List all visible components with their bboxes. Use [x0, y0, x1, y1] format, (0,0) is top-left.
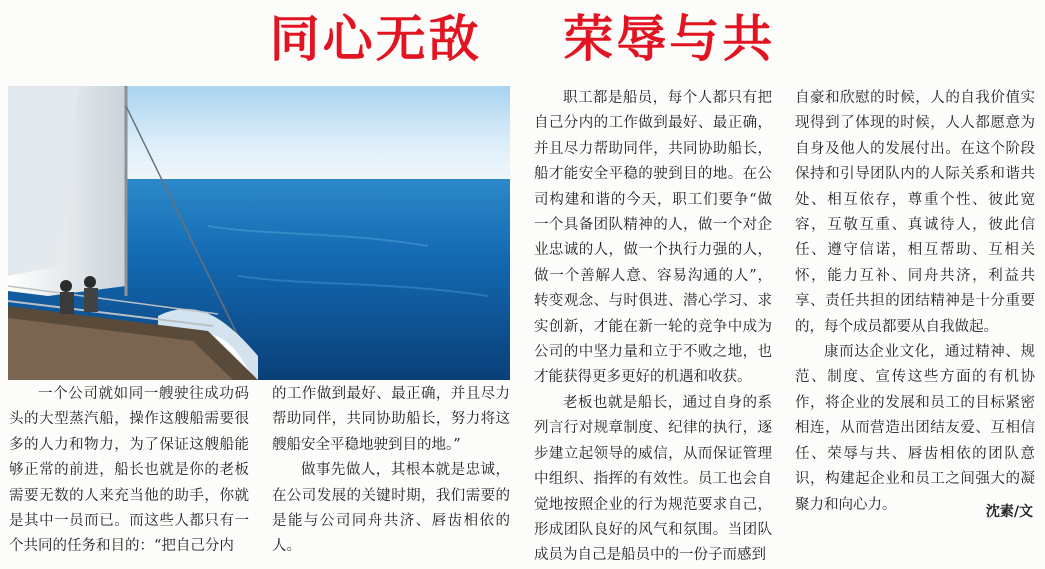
article-column-1	[9, 382, 249, 560]
article-paragraph: 职工都是船员，每个人都只有把自己分内的工作做到最好、最正确，并且尽力帮助同伴，共同协助船长，船才能安全平稳的驶到目的地。在公司构建和谐的今天，职工们要争“做一个具备团队精神的人，做一个对企业忠诚的人，做一个执行力强的人，做一个善解人意、容易沟通的人”，转变观念、与时俱进、潜心学习、求实创新，才能在新一轮的竞争中成为公司的中坚力量和立于不败之地，也才能获得更多更好的机遇和收获。	[534, 90, 772, 386]
article-paragraph: 康而达企业文化，通过精神、规范、制度、宣传这些方面的有机协作，将企业的发展和员工的目标紧密相连，从而营造出团结友爱、互相信任、荣辱与共、唇齿相依的团队意识，构建起企业和员工之间强大的凝聚力和向心力。	[795, 344, 1035, 513]
sailboat-ocean-photo	[8, 86, 510, 380]
article-column-2	[272, 382, 510, 560]
article-paragraph: 自豪和欣慰的时候，人的自我价值实现得到了体现的时候，人人都愿意为自身及他人的发展付出。在这个阶段保持和引导团队内的人际关系和谐共处、相互依存，尊重个性、彼此宽容，互敬互重、真诚待人，彼此信任、遵守信诺，相互帮助、互相关怀，能力互补、同舟共济，利益共享、责任共担的团结精神是十分重要的，每个成员都要从自我做起。	[795, 90, 1035, 335]
article-paragraph: 一个公司就如同一艘驶往成功码头的大型蒸汽船，操作这艘船需要很多的人力和物力，为了保证这艘船能够正常的前进，船长也就是你的老板需要无数的人来充当他的助手，你就是其中一员而已。而这些人都只有一个共同的任务和目的：“把自己分内	[9, 386, 249, 555]
article-paragraph: 的工作做到最好、最正确，并且尽力帮助同伴，共同协助船长，努力将这艘船安全平稳地驶到目的地。”	[272, 386, 510, 453]
headline: 同心无敌 荣辱与共	[269, 10, 776, 68]
article-column-3	[534, 86, 772, 569]
article-paragraph: 做事先做人，其根本就是忠诚，在公司发展的关键时期，我们需要的是能与公司同舟共济、唇齿相依的人。	[272, 462, 510, 555]
article-column-4	[795, 86, 1035, 518]
article-paragraph: 老板也就是船长，通过自身的系列言行对规章制度、纪律的执行，逐步建立起领导的威信，从而保证管理中组织、指挥的有效性。员工也会自觉地按照企业的行为规范要求自己，形成团队良好的风气和氛围。当团队成员为自己是船员中的一份子而感到	[534, 394, 772, 564]
byline: 沈素/文	[985, 504, 1033, 520]
